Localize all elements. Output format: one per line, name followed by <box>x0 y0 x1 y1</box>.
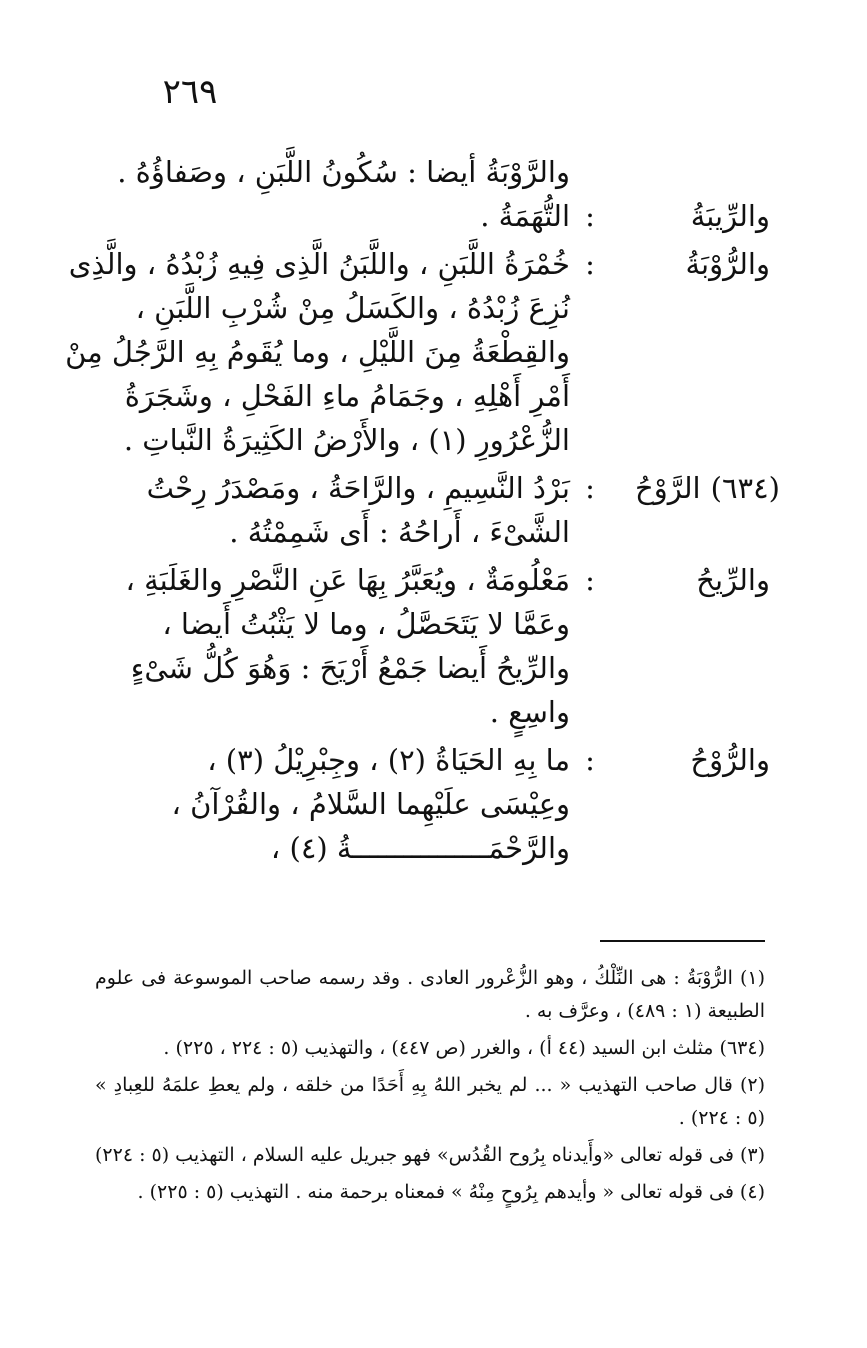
definition-line: وعَمَّا لا يَتَحَصَّلُ ، وما لا يَثْبُتُ أَيضا ، <box>162 607 570 641</box>
definition-line: واسِعٍ . <box>489 695 570 729</box>
entry-colon: : <box>585 563 595 597</box>
definition-line: الشَّىْءَ ، أَراحُهُ : أَى شَمِمْتُهُ . <box>229 515 570 549</box>
footnote: (١) الرُّوْبَةُ : هى النِّلْكُ ، وهو الزُّعْرور العادى . وقد رسمه صاحب الموسوعة فى علوم الطبيعة (١ : ٤٨٩) ، وعرَّف به . <box>95 967 765 1022</box>
definition-line: التُّهَمَةُ . <box>480 199 570 233</box>
definition-line: وعِيْسَى علَيْهِما السَّلامُ ، والقُرْآنُ ، <box>171 787 570 821</box>
dictionary-entry <box>90 558 780 734</box>
continuation-line: والرَّوْبَةُ أيضا : سُكُونُ اللَّبَنِ ، وصَفاؤُهُ . <box>117 155 570 189</box>
definition-line: الزُّعْرُورِ (١) ، والأَرْضُ الكَثِيرَةُ النَّباتِ . <box>123 423 570 457</box>
dictionary-entry <box>90 738 780 870</box>
definition-line: والرَّحْمَــــــــــــــــةُ (٤) ، <box>270 831 570 865</box>
footnote: (٢) قال صاحب التهذيب « ... لم يخبر اللهُ بِهِ أَحَدًا من خلقه ، ولم يعطِ علمَهُ للعِبادِ » (٥ : ٢٢٤) . <box>95 1074 765 1129</box>
definition-line: بَرْدُ النَّسِيمِ ، والرَّاحَةُ ، ومَصْدَرُ رِحْتُ <box>146 471 570 505</box>
entry-headword <box>610 558 780 602</box>
definition-line: ما بِهِ الحَيَاةُ (٢) ، وجِبْرِيْلُ (٣) ، <box>207 743 570 777</box>
footnotes <box>95 962 765 1209</box>
entry-number: (٦٣٤) <box>710 471 780 505</box>
entry-colon: : <box>585 247 595 281</box>
dictionary-entry <box>90 194 780 238</box>
dictionary-entry <box>90 466 780 554</box>
entry-definition <box>90 558 570 734</box>
headword-text: والرُّوْحُ <box>690 743 770 777</box>
entry-colon: : <box>585 199 595 233</box>
entry-definition <box>90 738 570 870</box>
entry-definition <box>65 242 570 462</box>
footnote: (٤) فى قوله تعالى « وأيدهم بِرُوحٍ مِنْهُ » فمعناه برحمة منه . التهذيب (٥ : ٢٢٥) . <box>137 1181 765 1203</box>
footnote: (٦٣٤) مثلث ابن السيد (٤٤ أ) ، والغرر (ص ٤٤٧) ، والتهذيب (٥ : ٢٢٤ ، ٢٢٥) . <box>163 1037 765 1059</box>
dictionary-entry <box>65 242 780 462</box>
dictionary-body <box>65 150 780 870</box>
footnote: (٣) فى قوله تعالى «وأَيدناه بِرُوح القُدُس» فهو جبريل عليه السلام ، التهذيب (٥ : ٢٢٤) <box>94 1144 765 1166</box>
entry-definition <box>90 466 570 554</box>
definition-line: نُزِعَ زُبْدُهُ ، والكَسَلُ مِنْ شُرْبِ اللَّبَنِ ، <box>135 291 570 325</box>
entry-headword <box>610 194 780 238</box>
headword-text: الرَّوْحُ <box>634 471 701 505</box>
definition-line: أَمْرِ أَهْلِهِ ، وجَمَامُ ماءِ الفَحْلِ ، وشَجَرَةُ <box>124 379 570 413</box>
headword-text: والرِّيحُ <box>696 563 770 597</box>
headword-text: والرُّوْبَةُ <box>685 247 770 281</box>
entry-definition <box>90 194 570 238</box>
footnote-divider <box>600 940 765 942</box>
entry-colon: : <box>585 743 595 777</box>
definition-line: والقِطْعَةُ مِنَ اللَّيْلِ ، وما يُقَومُ بِهِ الرَّجُلُ مِنْ <box>65 335 570 369</box>
page-number: ٢٦٩ <box>162 72 218 112</box>
entry-headword <box>610 466 780 510</box>
entry-headword <box>610 242 780 286</box>
entry-colon: : <box>585 471 595 505</box>
definition-line: والرِّيحُ أَيضا جَمْعُ أَرْيَحَ : وَهُوَ كُلُّ شَىْءٍ <box>130 651 570 685</box>
definition-line: مَعْلُومَةٌ ، ويُعَبَّرُ بِهَا عَنِ النَّصْرِ والغَلَبَةِ ، <box>125 563 570 597</box>
entry-headword <box>610 738 780 782</box>
definition-line: خُمْرَةُ اللَّبَنِ ، واللَّبَنُ الَّذِى فِيهِ زُبْدُهُ ، والَّذِى <box>68 247 570 281</box>
headword-text: والرِّيبَةُ <box>690 199 770 233</box>
